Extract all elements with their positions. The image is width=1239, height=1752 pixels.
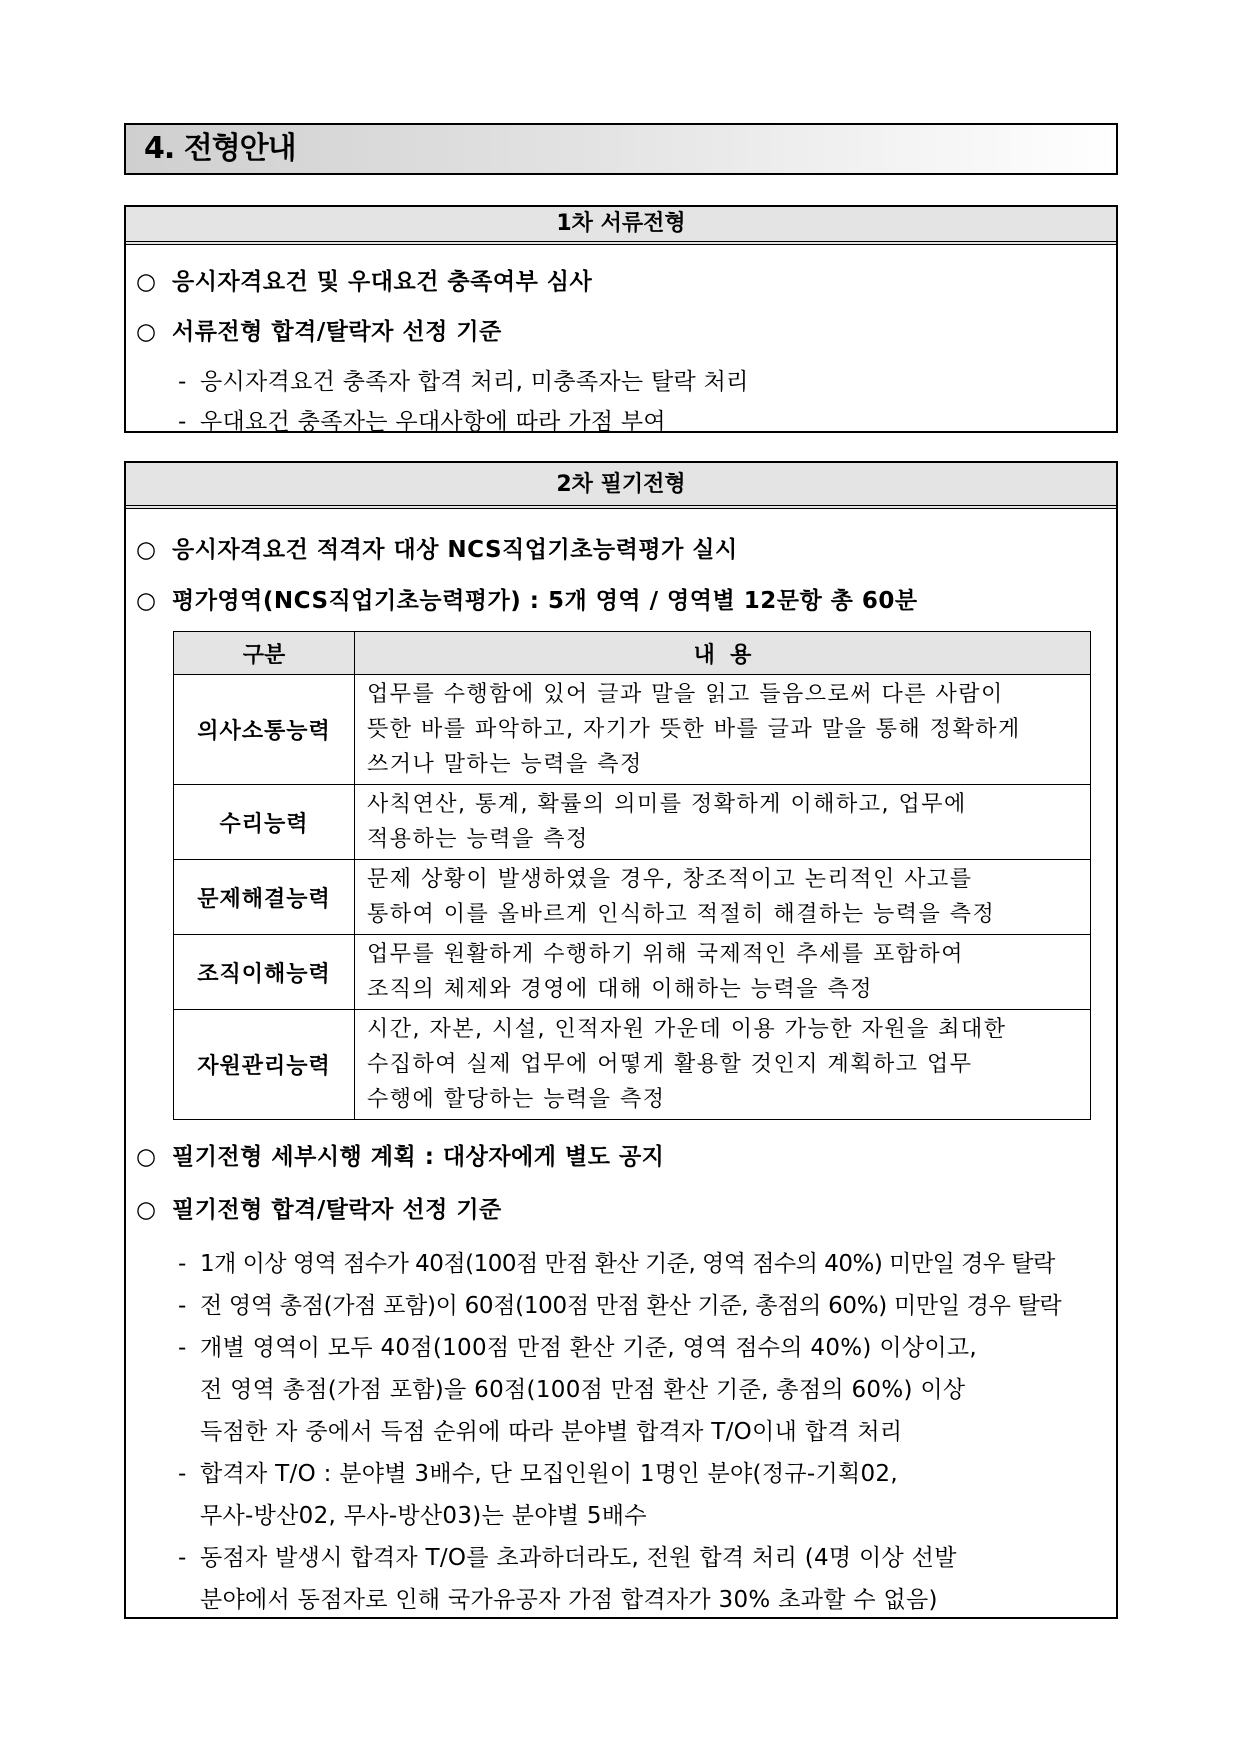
stage1-bullet: ○ 응시자격요건 및 우대요건 충족여부 심사 — [136, 269, 593, 295]
criteria-item: - 합격자 T/O : 분야별 3배수, 단 모집인원이 1명인 분야(정규-기획02, — [178, 1461, 898, 1487]
table-row: 문제해결능력 문제 상황이 발생하였을 경우, 창조적이고 논리적인 사고를 통하여 이를 올바르게 인식하고 적절히 해결하는 능력을 측정 — [174, 860, 1091, 935]
dash-icon: - — [178, 1461, 187, 1487]
table-row: 의사소통능력 업무를 수행함에 있어 글과 말을 읽고 들음으로써 다른 사람이 뜻한 바를 파악하고, 자기가 뜻한 바를 글과 말을 통해 정확하게 쓰거나 말하는 능력을 측정 — [174, 675, 1091, 785]
table-row: 수리능력 사칙연산, 통계, 확률의 의미를 정확하게 이해하고, 업무에 적용하는 능력을 측정 — [174, 785, 1091, 860]
stage1-header: 1차 서류전형 — [126, 207, 1116, 245]
circle-bullet-icon: ○ — [136, 319, 157, 345]
criteria-item-continued: 전 영역 총점(가점 포함)을 60점(100점 만점 환산 기준, 총점의 60%) 이상 — [200, 1377, 966, 1403]
dash-icon: - — [178, 1293, 186, 1319]
circle-bullet-icon: ○ — [136, 1144, 157, 1170]
stage1-box — [124, 205, 1118, 433]
section-title: 4. 전형안내 — [124, 123, 1118, 175]
circle-bullet-icon: ○ — [136, 537, 157, 563]
stage2-header: 2차 필기전형 — [126, 463, 1116, 509]
table-header-content: 내 용 — [355, 632, 1091, 675]
stage2-bullet: ○ 필기전형 합격/탈락자 선정 기준 — [136, 1197, 502, 1223]
stage2-bullet: ○ 평가영역(NCS직업기초능력평가) : 5개 영역 / 영역별 12문항 총 60분 — [136, 588, 918, 614]
circle-bullet-icon: ○ — [136, 588, 157, 614]
dash-icon: - — [178, 1335, 187, 1361]
criteria-item-continued: 분야에서 동점자로 인해 국가유공자 가점 합격자가 30% 초과할 수 없음) — [200, 1587, 938, 1613]
dash-icon: - — [178, 409, 187, 435]
stage2-bullet: ○ 응시자격요건 적격자 대상 NCS직업기초능력평가 실시 — [136, 537, 738, 563]
stage1-dash-item: - 응시자격요건 충족자 합격 처리, 미충족자는 탈락 처리 — [178, 369, 749, 395]
criteria-item: - 개별 영역이 모두 40점(100점 만점 환산 기준, 영역 점수의 40%) 이상이고, — [178, 1335, 977, 1361]
stage1-bullet: ○ 서류전형 합격/탈락자 선정 기준 — [136, 319, 502, 345]
dash-icon: - — [178, 1251, 186, 1277]
criteria-item: - 1개 이상 영역 점수가 40점(100점 만점 환산 기준, 영역 점수의 40%) 미만일 경우 탈락 — [178, 1251, 1055, 1277]
criteria-item: - 동점자 발생시 합격자 T/O를 초과하더라도, 전원 합격 처리 (4명 이상 선발 — [178, 1545, 957, 1571]
circle-bullet-icon: ○ — [136, 269, 157, 295]
dash-icon: - — [178, 369, 187, 395]
table-row: 자원관리능력 시간, 자본, 시설, 인적자원 가운데 이용 가능한 자원을 최대한 수집하여 실제 업무에 어떻게 활용할 것인지 계획하고 업무 수행에 할당하는 능력을 측정 — [174, 1010, 1091, 1120]
ncs-evaluation-table — [173, 631, 1091, 1120]
criteria-item-continued: 무사-방산02, 무사-방산03)는 분야별 5배수 — [200, 1503, 647, 1529]
circle-bullet-icon: ○ — [136, 1197, 157, 1223]
criteria-item-continued: 득점한 자 중에서 득점 순위에 따라 분야별 합격자 T/O이내 합격 처리 — [200, 1419, 903, 1445]
stage2-box — [124, 461, 1118, 1619]
table-header-category: 구분 — [174, 632, 355, 675]
table-row: 조직이해능력 업무를 원활하게 수행하기 위해 국제적인 추세를 포함하여 조직의 체제와 경영에 대해 이해하는 능력을 측정 — [174, 935, 1091, 1010]
criteria-item: - 전 영역 총점(가점 포함)이 60점(100점 만점 환산 기준, 총점의 60%) 미만일 경우 탈락 — [178, 1293, 1062, 1319]
dash-icon: - — [178, 1545, 187, 1571]
stage2-bullet: ○ 필기전형 세부시행 계획 : 대상자에게 별도 공지 — [136, 1144, 665, 1170]
stage1-dash-item: - 우대요건 충족자는 우대사항에 따라 가점 부여 — [178, 409, 666, 435]
